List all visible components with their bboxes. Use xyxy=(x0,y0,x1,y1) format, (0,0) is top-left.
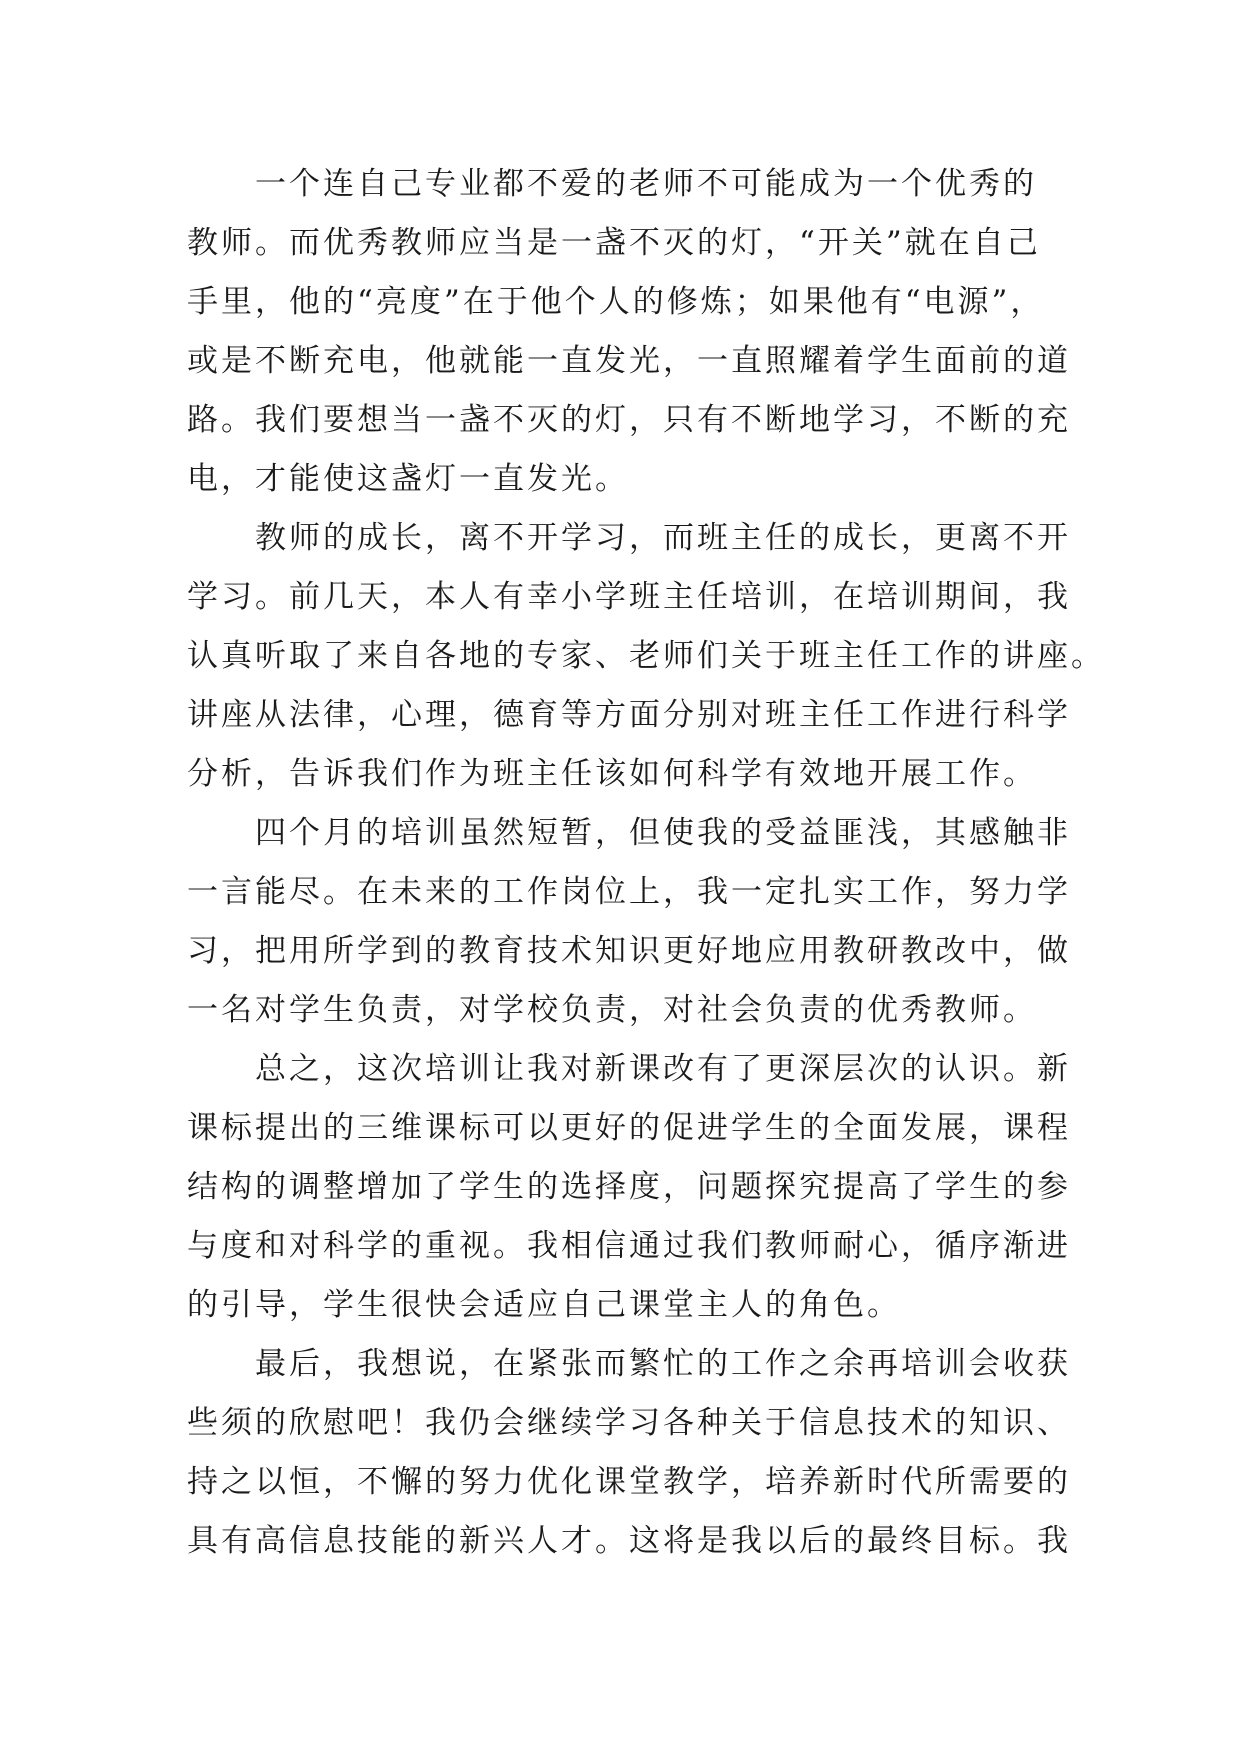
text-line: 路。我们要想当一盏不灭的灯，只有不断地学习，不断的充 xyxy=(187,402,1071,438)
paragraph-1 xyxy=(187,155,1071,509)
text-line: 些须的欣慰吧！我仍会继续学习各种关于信息技术的知识、 xyxy=(187,1405,1071,1441)
text-line: 最后，我想说，在紧张而繁忙的工作之余再培训会收获 xyxy=(255,1346,1071,1382)
text-line: 课标提出的三维课标可以更好的促进学生的全面发展，课程 xyxy=(187,1110,1071,1146)
text-line: 一言能尽。在未来的工作岗位上，我一定扎实工作，努力学 xyxy=(187,874,1071,910)
text-line: 持之以恒，不懈的努力优化课堂教学，培养新时代所需要的 xyxy=(187,1464,1071,1500)
text-line: 手里，他的“亮度”在于他个人的修炼；如果他有“电源”， xyxy=(187,284,1045,320)
paragraph-5 xyxy=(187,1335,1071,1571)
text-line: 一个连自己专业都不爱的老师不可能成为一个优秀的 xyxy=(255,166,1037,202)
paragraph-4 xyxy=(187,1040,1071,1335)
text-line: 分析，告诉我们作为班主任该如何科学有效地开展工作。 xyxy=(187,756,1037,792)
text-line: 一名对学生负责，对学校负责，对社会负责的优秀教师。 xyxy=(187,992,1037,1028)
text-line: 学习。前几天，本人有幸小学班主任培训，在培训期间，我 xyxy=(187,579,1071,615)
text-line: 讲座从法律，心理，德育等方面分别对班主任工作进行科学 xyxy=(187,697,1071,733)
text-line: 结构的调整增加了学生的选择度，问题探究提高了学生的参 xyxy=(187,1169,1071,1205)
text-line: 的引导，学生很快会适应自己课堂主人的角色。 xyxy=(187,1287,901,1323)
text-line: 电，才能使这盏灯一直发光。 xyxy=(187,461,629,497)
text-line: 认真听取了来自各地的专家、老师们关于班主任工作的讲座。 xyxy=(187,638,1105,674)
text-line: 四个月的培训虽然短暂，但使我的受益匪浅，其感触非 xyxy=(255,815,1071,851)
paragraph-3 xyxy=(187,804,1071,1040)
text-line: 教师。而优秀教师应当是一盏不灭的灯，“开关”就在自己 xyxy=(187,225,1041,261)
text-line: 与度和对科学的重视。我相信通过我们教师耐心，循序渐进 xyxy=(187,1228,1071,1264)
text-line: 习，把用所学到的教育技术知识更好地应用教研教改中，做 xyxy=(187,933,1071,969)
paragraph-2 xyxy=(187,509,1105,804)
text-line: 或是不断充电，他就能一直发光，一直照耀着学生面前的道 xyxy=(187,343,1071,379)
text-line: 教师的成长，离不开学习，而班主任的成长，更离不开 xyxy=(255,520,1071,556)
text-line: 具有高信息技能的新兴人才。这将是我以后的最终目标。我 xyxy=(187,1523,1071,1559)
document-body xyxy=(187,155,1105,1571)
text-line: 总之，这次培训让我对新课改有了更深层次的认识。新 xyxy=(255,1051,1071,1087)
